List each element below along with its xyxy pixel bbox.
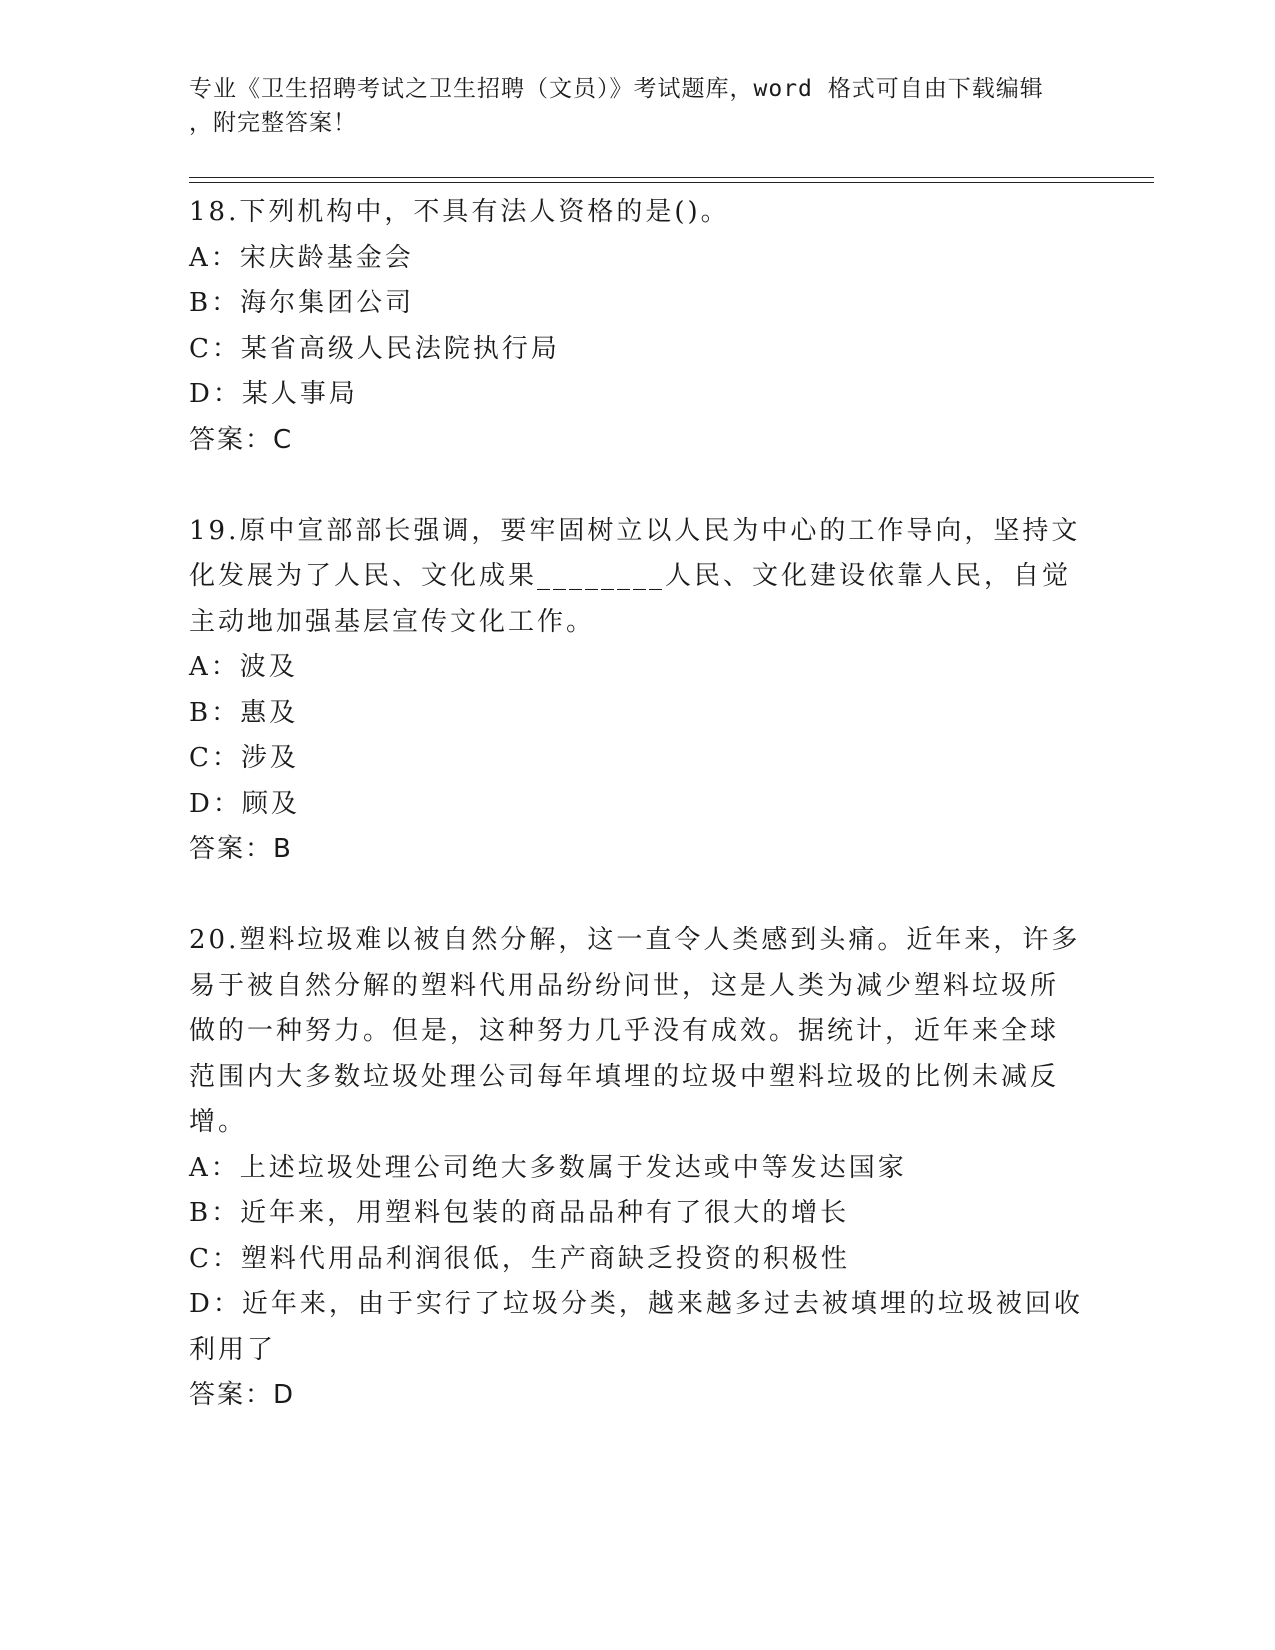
option-c: C：某省高级人民法院执行局	[189, 333, 560, 364]
document-header	[189, 72, 1089, 140]
question-text-line: 19.原中宣部部长强调，要牢固树立以人民为中心的工作导向，坚持文	[189, 515, 1081, 546]
question-text-line: 20.塑料垃圾难以被自然分解，这一直令人类感到头痛。近年来，许多	[189, 925, 1081, 955]
option-a: A：波及	[189, 652, 298, 682]
header-divider-bottom	[189, 182, 1154, 183]
question-20	[189, 918, 1089, 1419]
header-line-2: ，附完整答案！	[189, 110, 357, 136]
question-list	[189, 190, 1089, 1419]
option-d: D：近年来，由于实行了垃圾分类，越来越多过去被填埋的垃圾被回收	[189, 1289, 1083, 1319]
question-text-line: 做的一种努力。但是，这种努力几乎没有成效。据统计，近年来全球	[189, 1016, 1060, 1046]
option-d: D：某人事局	[189, 379, 358, 409]
answer-label: 答案：C	[189, 424, 294, 455]
option-d-continued: 利用了	[189, 1334, 277, 1365]
option-c: C：涉及	[189, 743, 299, 773]
question-text-line: 化发展为了人民、文化成果________人民、文化建设依靠人民，自觉	[189, 561, 1072, 591]
question-spacer	[189, 873, 1089, 919]
option-c: C：塑料代用品利润很低，生产商缺乏投资的积极性	[189, 1243, 850, 1274]
question-text-line: 增。	[189, 1107, 248, 1137]
question-text-line: 范围内大多数垃圾处理公司每年填埋的垃圾中塑料垃圾的比例未减反	[189, 1061, 1060, 1092]
header-line-1: 专业《卫生招聘考试之卫生招聘（文员）》考试题库，word 格式可自由下载编辑	[189, 76, 1044, 102]
option-a: A：宋庆龄基金会	[189, 242, 414, 273]
option-b: B：海尔集团公司	[189, 288, 415, 318]
question-18	[189, 190, 1089, 463]
question-19	[189, 509, 1089, 873]
option-b: B：惠及	[189, 697, 299, 728]
question-text-line: 易于被自然分解的塑料代用品纷纷问世，这是人类为减少塑料垃圾所	[189, 970, 1060, 1001]
answer-label: 答案：D	[189, 1380, 296, 1410]
option-d: D：顾及	[189, 788, 300, 819]
question-text-line: 主动地加强基层宣传文化工作。	[189, 606, 596, 637]
option-b: B：近年来，用塑料包装的商品品种有了很大的增长	[189, 1198, 850, 1228]
question-spacer	[189, 463, 1089, 509]
question-text-line: 18.下列机构中，不具有法人资格的是()。	[189, 197, 730, 227]
header-divider-top	[189, 177, 1154, 178]
answer-label: 答案：B	[189, 834, 293, 864]
option-a: A：上述垃圾处理公司绝大多数属于发达或中等发达国家	[189, 1152, 907, 1183]
